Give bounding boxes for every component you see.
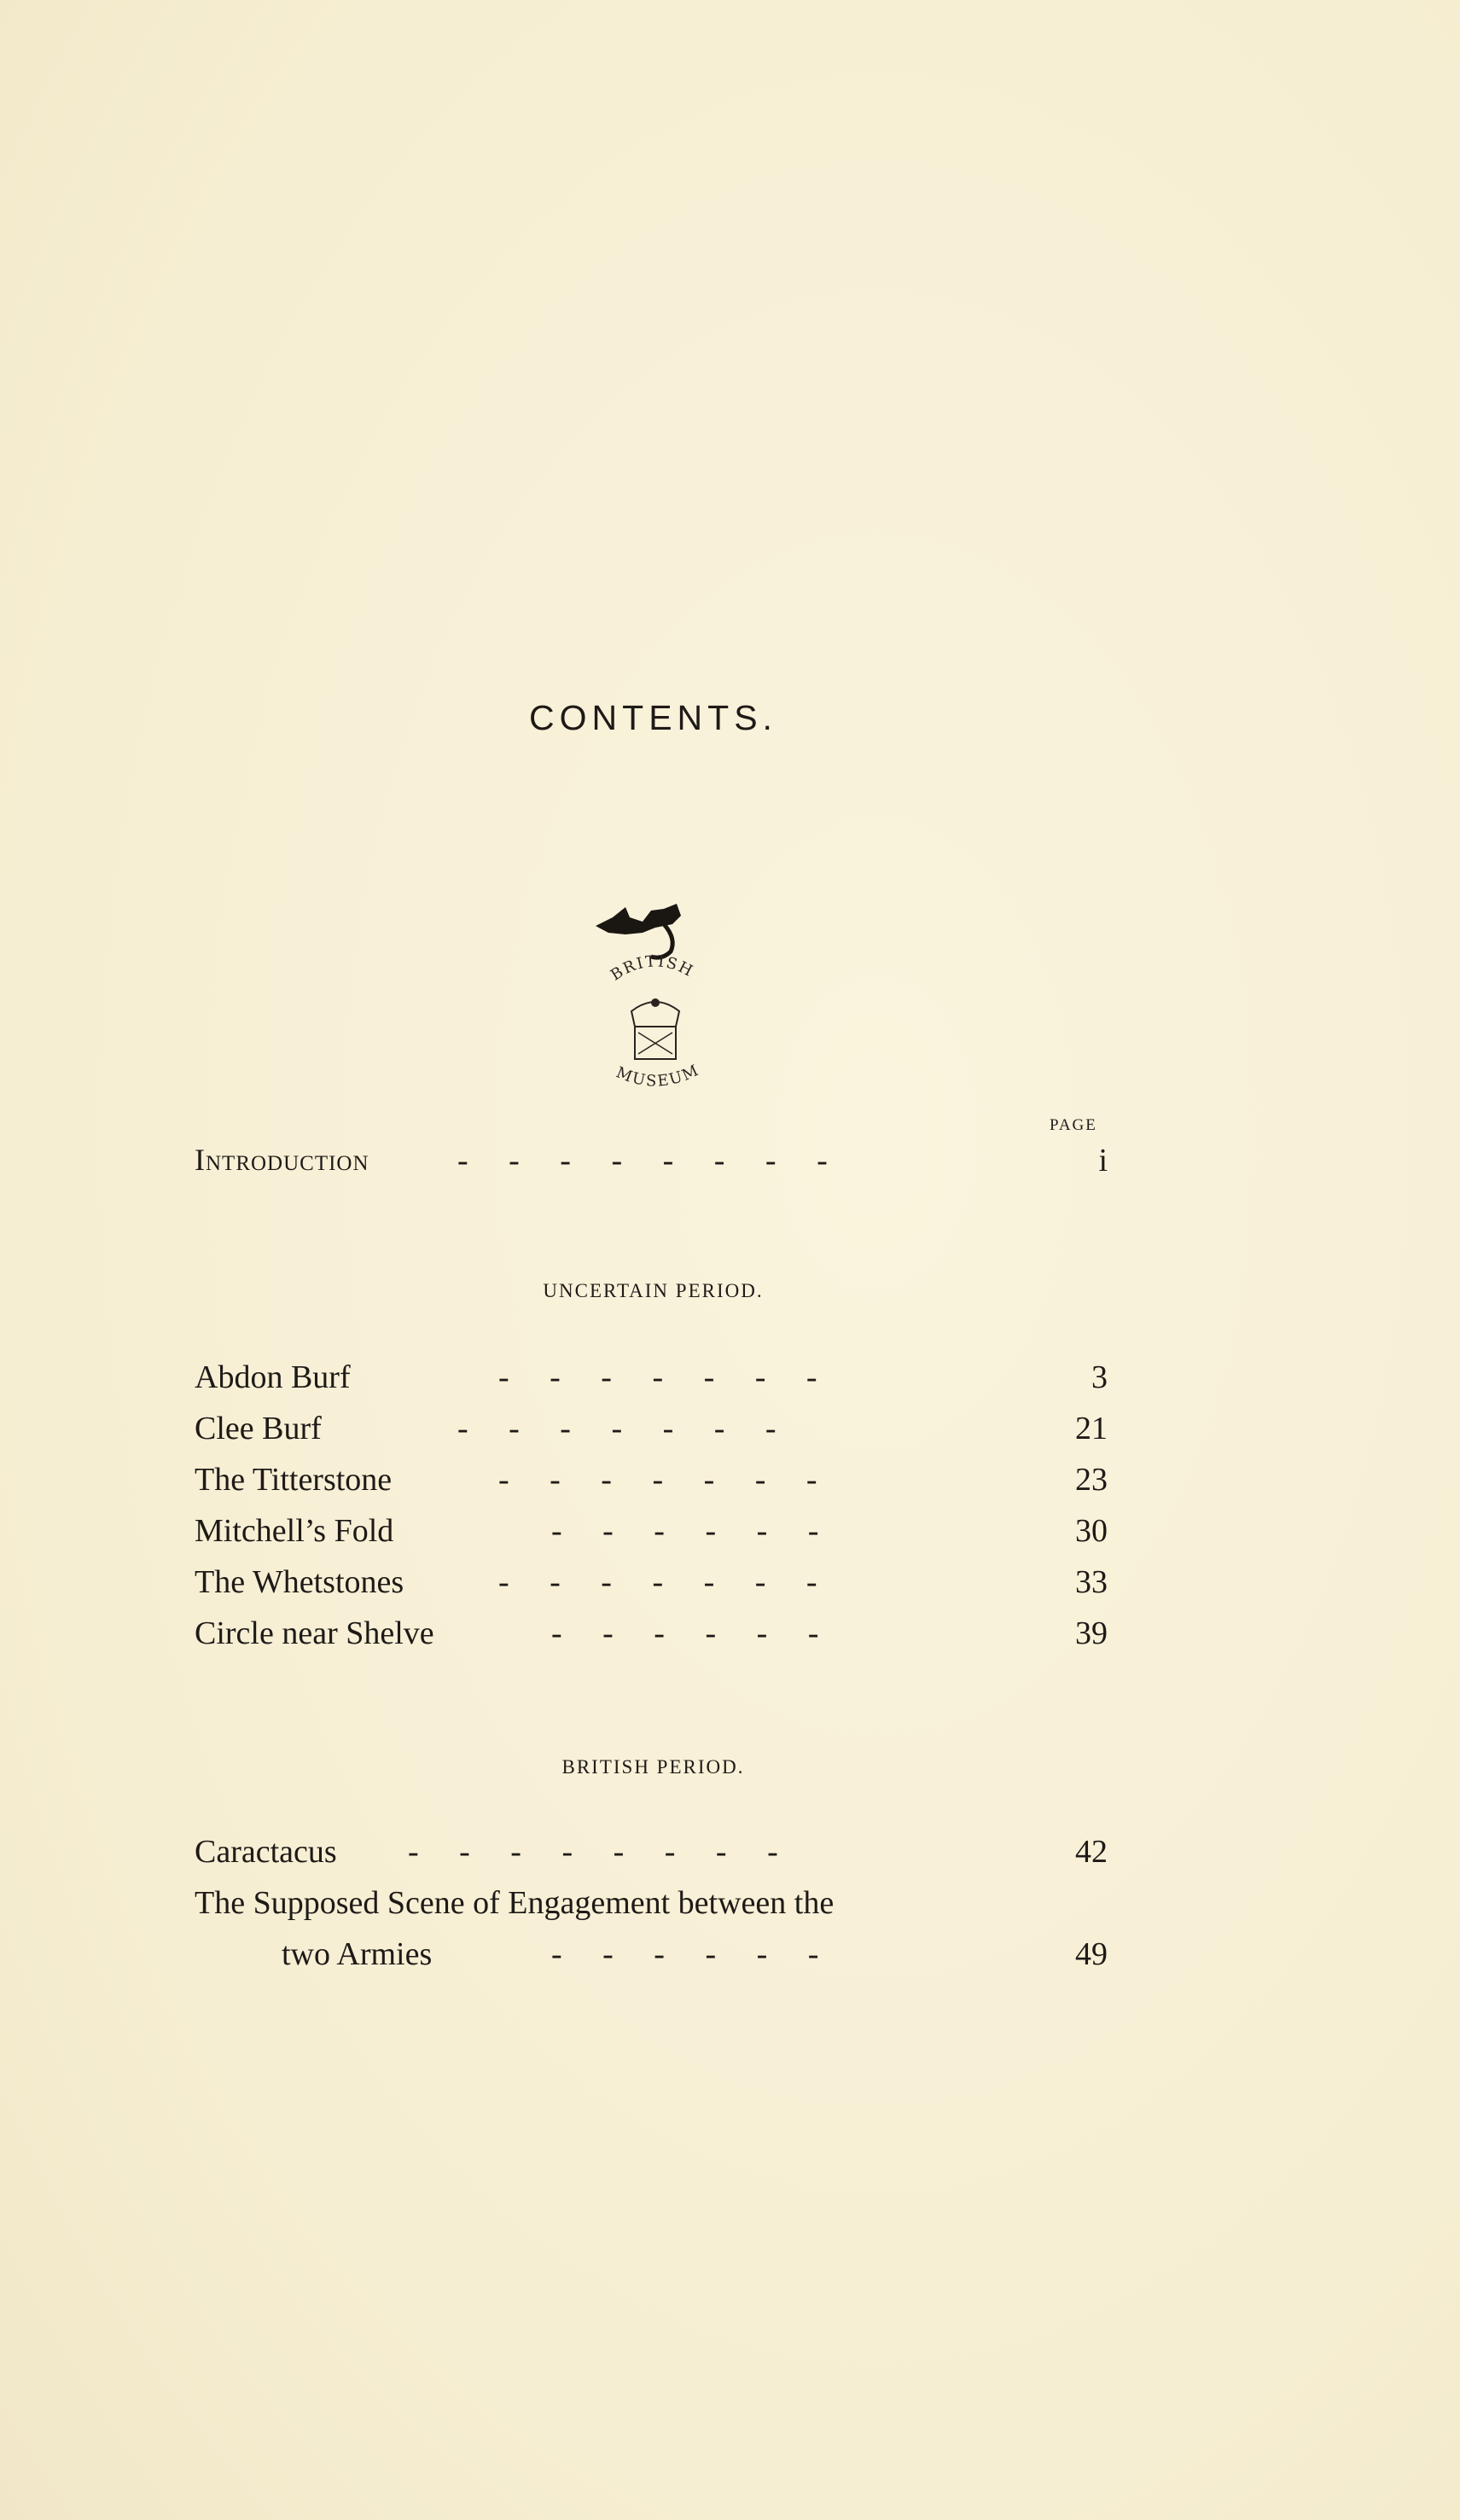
entry-title: Introduction [195,1143,369,1177]
section-heading-uncertain-period: UNCERTAIN PERIOD. [543,1280,764,1301]
toc-entry[interactable] [195,1461,1108,1505]
entry-title: The Whetstones [195,1564,404,1600]
entry-page: 39 [1075,1615,1108,1651]
section-heading-british-period: BRITISH PERIOD. [561,1756,745,1778]
toc-entry[interactable] [195,1884,1108,1929]
page-column-label: PAGE [1050,1116,1097,1134]
dot-leader: - - - - - - - [498,1359,817,1395]
entry-page: 23 [1075,1462,1108,1498]
toc-entry[interactable] [195,1615,1108,1659]
toc-entry[interactable] [195,1935,1108,1980]
entry-page: 3 [1091,1359,1108,1395]
dot-leader: - - - - - - [551,1615,819,1651]
entry-title: Abdon Burf [195,1359,351,1395]
entry-title: Circle near Shelve [195,1615,434,1651]
entry-title: The Titterstone [195,1462,393,1498]
entry-title: Mitchell’s Fold [195,1513,394,1549]
entry-page: i [1098,1143,1108,1179]
page-title: CONTENTS. [529,698,777,737]
entry-title: two Armies [282,1936,433,1972]
svg-text:BRITISH: BRITISH [608,952,697,985]
entry-title: The Supposed Scene of Engagement between the [195,1885,835,1921]
entry-title: Clee Burf [195,1411,322,1446]
dot-leader: - - - - - - [551,1936,819,1972]
entry-page: 49 [1075,1936,1108,1972]
entry-title: Caractacus [195,1834,337,1870]
dot-leader: - - - - - - - [498,1462,817,1498]
svg-text:MUSEUM: MUSEUM [614,1061,703,1091]
toc-entry[interactable] [195,1512,1108,1557]
entry-page: 42 [1075,1834,1108,1870]
entry-page: 21 [1075,1411,1108,1446]
toc-entry[interactable] [195,1359,1108,1403]
dot-leader: - - - - - - - [498,1564,817,1600]
entry-page: 33 [1075,1564,1108,1600]
toc-entry[interactable] [195,1563,1108,1608]
british-museum-stamp [579,892,732,1122]
dot-leader: - - - - - - - [457,1411,777,1446]
entry-page: 30 [1075,1513,1108,1549]
toc-entry-introduction[interactable] [195,1142,1108,1186]
toc-entry[interactable] [195,1833,1108,1877]
dot-leader: - - - - - - - - [457,1143,828,1179]
dot-leader: - - - - - - [551,1513,819,1549]
dot-leader: - - - - - - - - [408,1834,778,1870]
toc-entry[interactable] [195,1410,1108,1454]
